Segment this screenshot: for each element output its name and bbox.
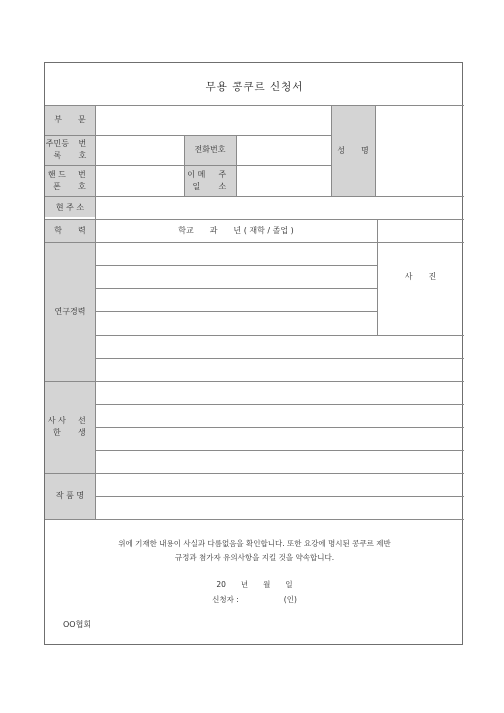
career-field[interactable] [95, 242, 377, 381]
label-mobile: 핸 드 폰 번 호 [47, 169, 102, 191]
date-line: 20 년 월 일 [216, 580, 293, 589]
application-form [44, 62, 463, 645]
photo-box[interactable]: 사 진 [404, 272, 437, 282]
label-resident-number: 주민등록 번 호 [45, 139, 103, 160]
label-education: 학 력 [54, 225, 86, 235]
email-field[interactable] [236, 165, 331, 196]
resident-number-field[interactable] [95, 135, 184, 165]
phone-field[interactable] [236, 135, 331, 165]
label-department: 부 문 [54, 115, 86, 125]
label-career: 연구경력 [54, 306, 86, 316]
declaration-line-1: 위에 기재한 내용이 사실과 다름없음을 확인합니다. 또한 요강에 명시된 콩쿠르 제반 [118, 539, 391, 548]
label-teacher: 사 사 한 선 생 [47, 416, 102, 437]
label-phone: 전화번호 [194, 145, 226, 155]
address-field[interactable] [95, 196, 464, 219]
work-field[interactable] [95, 473, 464, 519]
form-title: 무용 콩쿠르 신청서 [205, 81, 304, 93]
label-work: 작 품 명 [55, 491, 85, 501]
department-field[interactable] [95, 105, 331, 135]
applicant-line: 신청자 : (인) [212, 595, 297, 604]
teacher-field[interactable] [95, 381, 464, 473]
education-field[interactable]: 학교 과 년 ( 재학 / 졸업 ) [178, 225, 294, 235]
declaration-line-2: 규정과 첨가자 유의사항을 지킬 것을 약속합니다. [174, 553, 335, 562]
organization-name: OO협회 [63, 620, 92, 629]
mobile-field[interactable] [95, 165, 184, 196]
label-name: 성 명 [337, 145, 369, 155]
label-email: 이 메 일 주 소 [187, 169, 243, 191]
label-address: 현 주 소 [55, 202, 85, 212]
name-field[interactable] [375, 105, 464, 196]
